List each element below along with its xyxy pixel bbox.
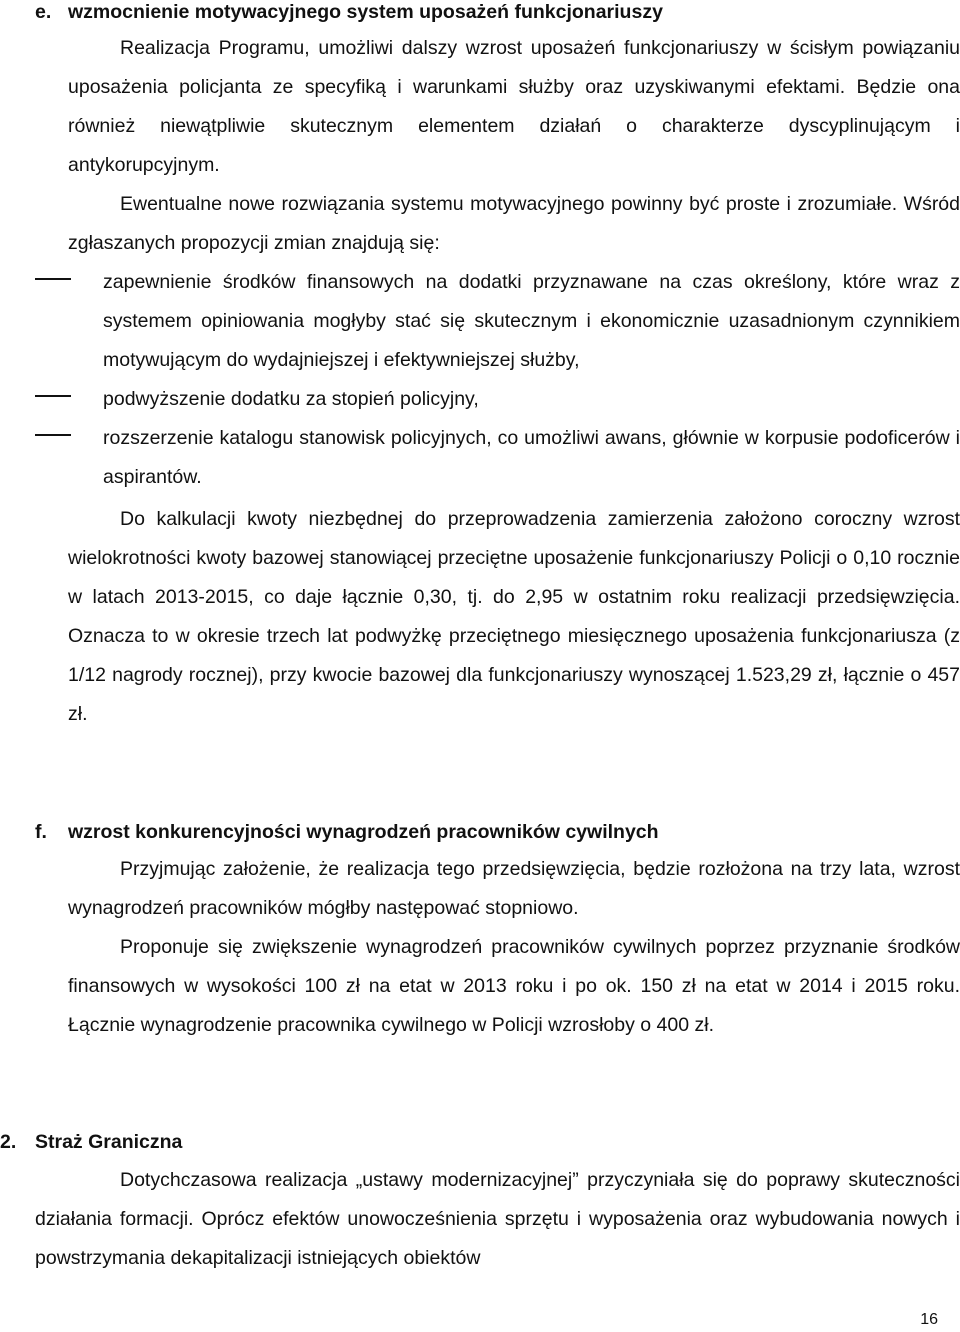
section-f-paragraph-2: Proponuje się zwiększenie wynagrodzeń pracowników cywilnych poprzez przyznanie środków finansowych w wysokości 100 zł na etat w 2013 roku i po ok. 150 zł na etat w 2014 i 2015 roku. Łącznie wynagrodzenie pracownika cywilnego w Policji wzrosłoby o 400 zł. (68, 936, 960, 1036)
section-e-heading (35, 0, 663, 24)
section-f-number: f. (35, 821, 47, 843)
list-item-text: podwyższenie dodatku za stopień policyjny, (103, 388, 479, 410)
section-f-title: wzrost konkurencyjności wynagrodzeń pracowników cywilnych (68, 821, 659, 843)
dash-bullet-icon (35, 419, 71, 458)
section-e-paragraph-3: Do kalkulacji kwoty niezbędnej do przeprowadzenia zamierzenia założono coroczny wzrost wielokrotności kwoty bazowej stanowiącej przeciętne uposażenie funkcjonariuszy Policji o 0,10 rocznie w latach 2013-2015, co daje łącznie 0,30, tj. do 2,95 w ostatnim roku realizacji przedsięwzięcia. Oznacza to w okresie trzech lat podwyżkę przeciętnego miesięcznego uposażenia funkcjonariusza (z 1/12 nagrody rocznej), przy kwocie bazowej dla funkcjonariuszy wynoszącej 1.523,29 zł, łącznie o 457 zł. (68, 508, 960, 725)
section-f-heading (35, 820, 659, 844)
section-e-paragraph-2: Ewentualne nowe rozwiązania systemu motywacyjnego powinny być proste i zrozumiałe. Wśród zgłaszanych propozycji zmian znajdują się: (68, 193, 960, 254)
list-item (35, 380, 960, 419)
section-e-title: wzmocnienie motywacyjnego system uposażeń funkcjonariuszy (68, 1, 663, 23)
section-e-proposal-list (35, 263, 960, 497)
dash-bullet-icon (35, 263, 71, 302)
section-f-paragraph-1: Przyjmując założenie, że realizacja tego przedsięwzięcia, będzie rozłożona na trzy lata, wzrost wynagrodzeń pracowników mógłby następować stopniowo. (68, 858, 960, 919)
section-e-number: e. (35, 1, 52, 23)
section-2-number: 2. (0, 1131, 17, 1153)
list-item (35, 419, 960, 497)
list-item-text: rozszerzenie katalogu stanowisk policyjnych, co umożliwi awans, głównie w korpusie podoficerów i aspirantów. (103, 427, 960, 488)
section-2-paragraph-1: Dotychczasowa realizacja „ustawy modernizacyjnej” przyczyniała się do poprawy skuteczności działania formacji. Oprócz efektów unowocześnienia sprzętu i wyposażenia oraz wybudowania nowych i powstrzymania dekapitalizacji istniejących obiektów (35, 1169, 960, 1269)
section-2-heading (0, 1130, 182, 1154)
section-e-paragraph-1: Realizacja Programu, umożliwi dalszy wzrost uposażeń funkcjonariuszy w ścisłym powiązaniu uposażenia policjanta ze specyfiką i warunkami służby oraz uzyskiwanymi efektami. Będzie ona również niewątpliwie skutecznym elementem działań o charakterze dyscyplinującym i antykorupcyjnym. (68, 37, 960, 176)
list-item-text: zapewnienie środków finansowych na dodatki przyznawane na czas określony, które wraz z systemem opiniowania mogłyby stać się skutecznym i ekonomicznie uzasadnionym czynnikiem motywującym do wydajniejszej i efektywniejszej służby, (103, 271, 960, 371)
dash-bullet-icon (35, 380, 71, 419)
list-item (35, 263, 960, 380)
page-number: 16 (920, 1311, 938, 1328)
section-2-title: Straż Graniczna (35, 1131, 183, 1153)
